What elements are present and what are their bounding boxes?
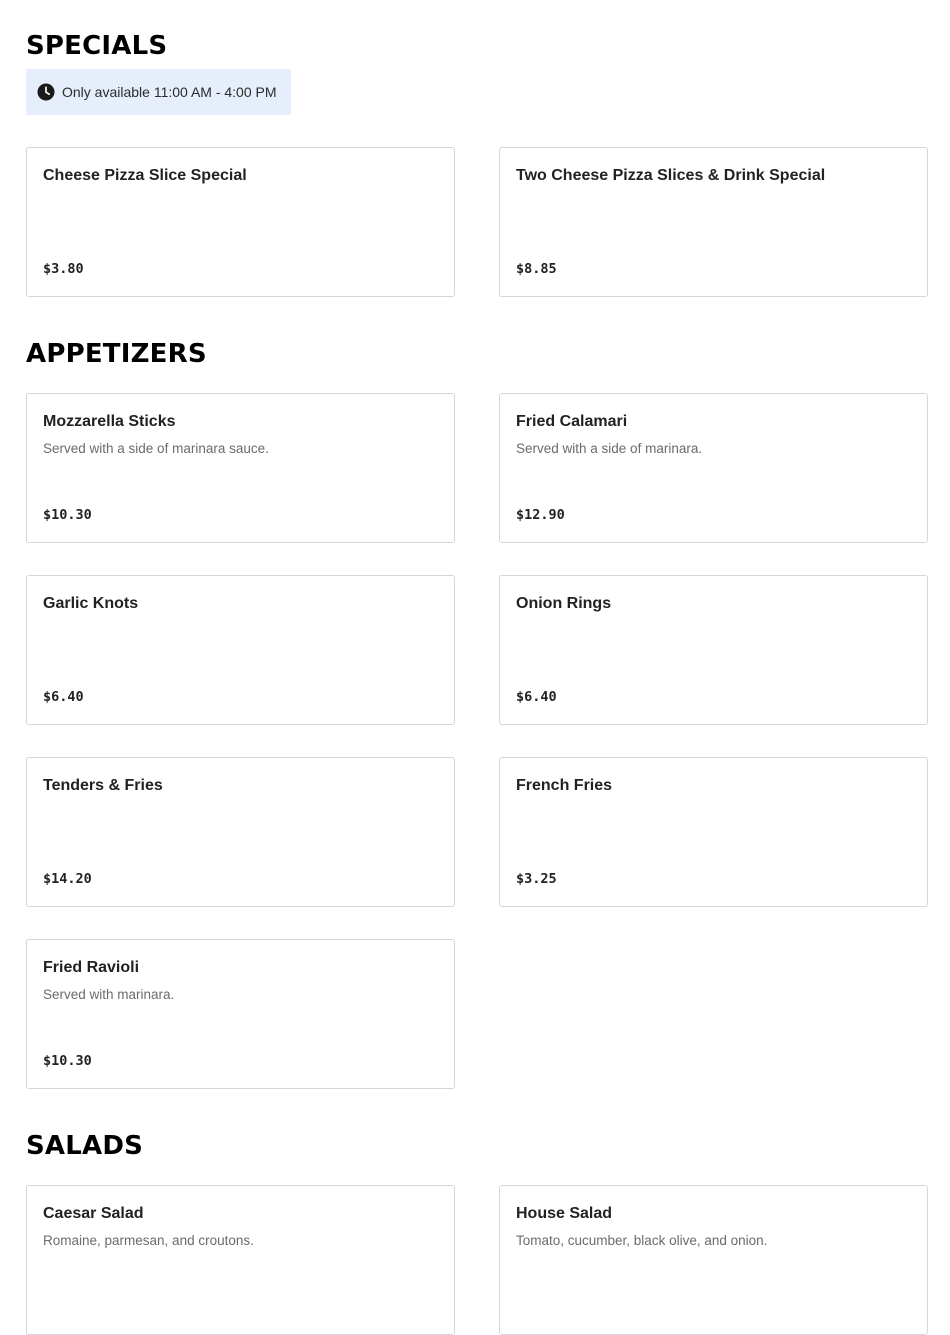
section-title-specials: SPECIALS bbox=[26, 31, 168, 61]
item-description: Served with a side of marinara sauce. bbox=[43, 441, 269, 456]
item-name: Fried Calamari bbox=[516, 413, 628, 430]
menu-item-card[interactable] bbox=[499, 1185, 928, 1335]
item-name: Tenders & Fries bbox=[43, 777, 163, 794]
menu-item-card[interactable] bbox=[26, 575, 455, 725]
item-description: Served with a side of marinara. bbox=[516, 441, 703, 456]
item-name: House Salad bbox=[516, 1205, 613, 1222]
availability-banner bbox=[26, 69, 291, 115]
item-name: Mozzarella Sticks bbox=[43, 413, 176, 430]
menu-item-card[interactable] bbox=[26, 1185, 455, 1335]
section-title-appetizers: APPETIZERS bbox=[26, 339, 207, 369]
menu-item-card[interactable] bbox=[26, 939, 455, 1089]
item-name: Caesar Salad bbox=[43, 1205, 144, 1222]
menu-item-card[interactable] bbox=[26, 147, 455, 297]
item-price: $14.20 bbox=[43, 871, 92, 887]
item-price: $8.85 bbox=[516, 261, 557, 277]
item-price: $3.25 bbox=[516, 871, 557, 887]
item-name: Fried Ravioli bbox=[43, 959, 140, 976]
item-name: Onion Rings bbox=[516, 595, 612, 612]
menu-item-card[interactable] bbox=[26, 393, 455, 543]
section-title-salads: SALADS bbox=[26, 1131, 144, 1161]
item-description: Served with marinara. bbox=[43, 987, 175, 1002]
item-price: $10.30 bbox=[43, 1053, 92, 1069]
menu-item-card[interactable] bbox=[499, 757, 928, 907]
clock-icon bbox=[37, 83, 55, 101]
item-price: $6.40 bbox=[516, 689, 557, 705]
item-price: $6.40 bbox=[43, 689, 84, 705]
item-price: $12.90 bbox=[516, 507, 565, 523]
menu-item-card[interactable] bbox=[499, 393, 928, 543]
item-name: Two Cheese Pizza Slices & Drink Special bbox=[516, 167, 826, 184]
menu-item-card[interactable] bbox=[499, 147, 928, 297]
item-price: $10.30 bbox=[43, 507, 92, 523]
item-description: Romaine, parmesan, and croutons. bbox=[43, 1233, 254, 1248]
menu-item-card[interactable] bbox=[26, 757, 455, 907]
availability-text: Only available 11:00 AM - 4:00 PM bbox=[62, 84, 277, 100]
item-name: Cheese Pizza Slice Special bbox=[43, 167, 247, 184]
item-name: French Fries bbox=[516, 777, 613, 794]
item-name: Garlic Knots bbox=[43, 595, 139, 612]
menu-item-card[interactable] bbox=[499, 575, 928, 725]
item-description: Tomato, cucumber, black olive, and onion. bbox=[516, 1233, 768, 1248]
item-price: $3.80 bbox=[43, 261, 84, 277]
